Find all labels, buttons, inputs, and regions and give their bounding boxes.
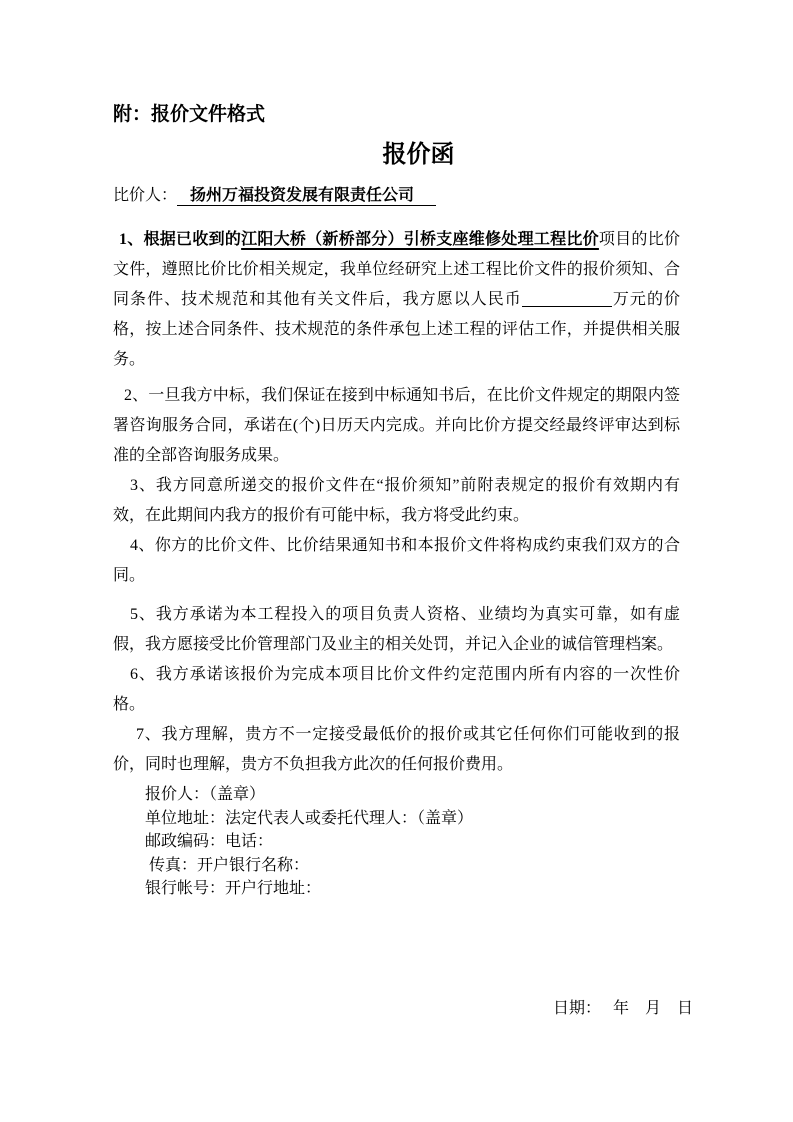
signature-line-fax: 传真：开户银行名称： [145,856,310,874]
bidder-name: 扬州万福投资发展有限责任公司 [177,187,436,206]
signature-line-postcode: 邮政编码：电话： [145,833,274,850]
signature-line-bank: 银行帐号：开户行地址： [145,880,322,897]
signature-line-address: 单位地址：法定代表人或委托代理人：（盖章） [145,809,474,827]
clause-3: 3、我方同意所递交的报价文件在“报价须知”前附表规定的报价有效期内有效，在此期间内我方的报价有可能中标，我方将受此约束。 [113,477,680,524]
document-title: 报价函 [382,142,455,168]
clause-1-lead: 1、根据已收到的 [119,231,242,248]
clause-5: 5、我方承诺为本工程投入的项目负责人资格、业绩均为真实可靠，如有虚假，我方愿接受比价管理部门及业主的相关处罚，并记入企业的诚信管理档案。 [113,606,680,653]
date-line: 日期： 年 月 日 [553,999,694,1017]
clause-6: 6、我方承诺该报价为完成本项目比价文件约定范围内所有内容的一次性价格。 [113,666,680,713]
clause-1-body: 项目的比价文件，遵照比价比价相关规定，我单位经研究上述工程比价文件的报价须知、合同条件、技术规范和其他有关文件后，我方愿以人民币 [113,231,680,308]
signature-block [145,783,680,901]
clause-1 [113,225,680,375]
project-name: 江阳大桥（新桥部分）引桥支座维修处理工程比价 [241,231,599,248]
clause-7: 7、我方理解，贵方不一定接受最低价的报价或其它任何你们可能收到的报价，同时也理解，贵方不负担我方此次的任何报价费用。 [113,726,680,773]
signature-line-quoter: 报价人：（盖章） [145,786,266,803]
amount-blank-underline [522,289,612,307]
clause-2: 2、一旦我方中标，我们保证在接到中标通知书后，在比价文件规定的期限内签署咨询服务合同，承诺在(个)日历天内完成。并向比价方提交经最终评审达到标准的全部咨询服务成果。 [113,387,680,464]
attachment-format-heading: 附：报价文件格式 [113,104,266,125]
bidder-line [113,183,680,209]
bidder-label: 比价人： [113,187,178,204]
clause-4: 4、你方的比价文件、比价结果通知书和本报价文件将构成约束我们双方的合同。 [113,537,680,584]
clause-1-tail: 万元的价格，按上述合同条件、技术规范的条件承包上述工程的评估工作，并提供相关服务。 [113,291,680,368]
